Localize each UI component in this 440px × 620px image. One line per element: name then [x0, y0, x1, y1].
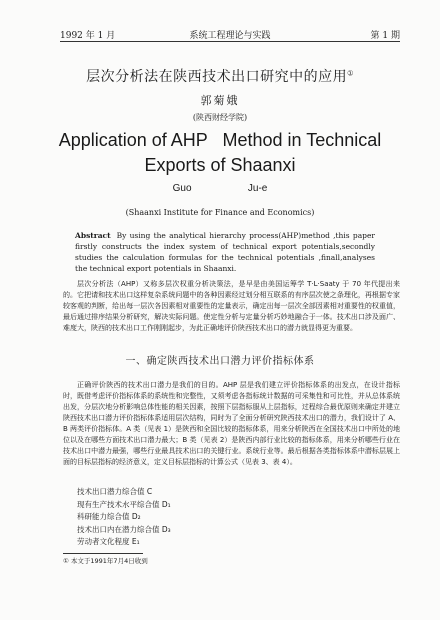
list-item: 技术出口内在潜力综合值 D₃ [77, 524, 171, 534]
intro-paragraph: 层次分析法（AHP）又称多层次权重分析决策法，是早是由美国运筹学 T·L·Saaty 于 70 年代提出来的。它把请和技术出口这样复杂系统问题中的各种因素经过划分相互联系的有序层次使之条理化，再根据专家较客观的判断，给出每一层次各因素相对重要性的定量表示，确定出每一层次全部因素相对重要性的权重值，最后通过排序结果分析研究，解决实际问题。使定性分析与定量分析巧妙地融合于一体。技术出口涉及面广、难度大，陕西的技术出口工作刚刚起步，为此正确地评价陕西技术出口的潜力就显得更为重要。 [63, 280, 400, 332]
abstract [75, 230, 375, 274]
affiliation-chinese: (陕西财经学院) [192, 113, 248, 122]
title-chinese [0, 66, 440, 86]
author-english: Guo Ju-e [172, 183, 268, 194]
affiliation-english: (Shaanxi Institute for Finance and Economics) [125, 208, 315, 217]
author-chinese: 郭菊娥 [200, 94, 240, 107]
title-chinese-text: 层次分析法在陕西技术出口研究中的应用 [86, 69, 348, 85]
indicator-list [77, 486, 171, 549]
footnote: ① 本文于1991年7月4日收到 [63, 557, 148, 565]
abstract-label: Abstract [75, 231, 111, 240]
list-item: 现有生产技术水平综合值 D₁ [77, 499, 171, 509]
header-date: 1992 年 1 月 [60, 31, 116, 41]
list-item: 科研能力综合值 D₂ [77, 512, 141, 521]
header-issue: 第 1 期 [370, 31, 400, 41]
title-note-mark: ① [347, 69, 354, 78]
header-rule [60, 41, 400, 42]
title-english-line1: Application of AHP Method in Technical [58, 130, 382, 150]
footnote-rule [63, 553, 143, 554]
section-heading: 一、确定陕西技术出口潜力评价指标体系 [125, 356, 315, 367]
header-journal: 系统工程理论与实践 [189, 31, 271, 41]
list-item: 技术出口潜力综合值 C [77, 487, 153, 496]
title-english [0, 128, 440, 178]
title-english-line2: Exports of Shaanxi [144, 155, 296, 175]
running-header [60, 28, 400, 42]
section-paragraph: 正确评价陕西的技术出口潜力是我们的目的。AHP 层是我们建立评价指标体系的出发点，在设计指标时，既借考虑评价指标体系的系统性和完整性，又须考虑各指标统计数据的可采集性和可比性，并从总体系统出发，分层次地分析影响总体性能的相关因素，按照下层指标服从上层指标，过程综合最优原则来确定并建立陕西技术出口潜力评价指标体系适用层次结构，同时为了全面分析研究陕西技术出口的潜力，我们设计了 A、B 两类评价指标体。A 类（见表 1）是陕西和全国比较的指标体系，用来分析陕西在全国技术出口中所处的地位以及在哪些方面技术出口潜力最大；B 类（见表 2）是陕西内部行业比较的指标体系，用来分析哪些行业在技术出口中潜力最强，哪些行业最具技术出口的关键行业。系统行业等。最后根据各类指标体系中潜标层展上面的目标层指标的经济意义，定义目标层指标的计算公式（见表 3、表 4）。 [63, 381, 400, 466]
abstract-text: By using the analytical hierarchy process(AHP)method ,this paper firstly constructs the index system of technical export potentials,secondly studies the calculation formulas for the technical potentials ,finall,analyses the technical export potentials in Shaanxi. [75, 231, 375, 273]
list-item: 劳动者文化程度 E₁ [77, 537, 140, 546]
